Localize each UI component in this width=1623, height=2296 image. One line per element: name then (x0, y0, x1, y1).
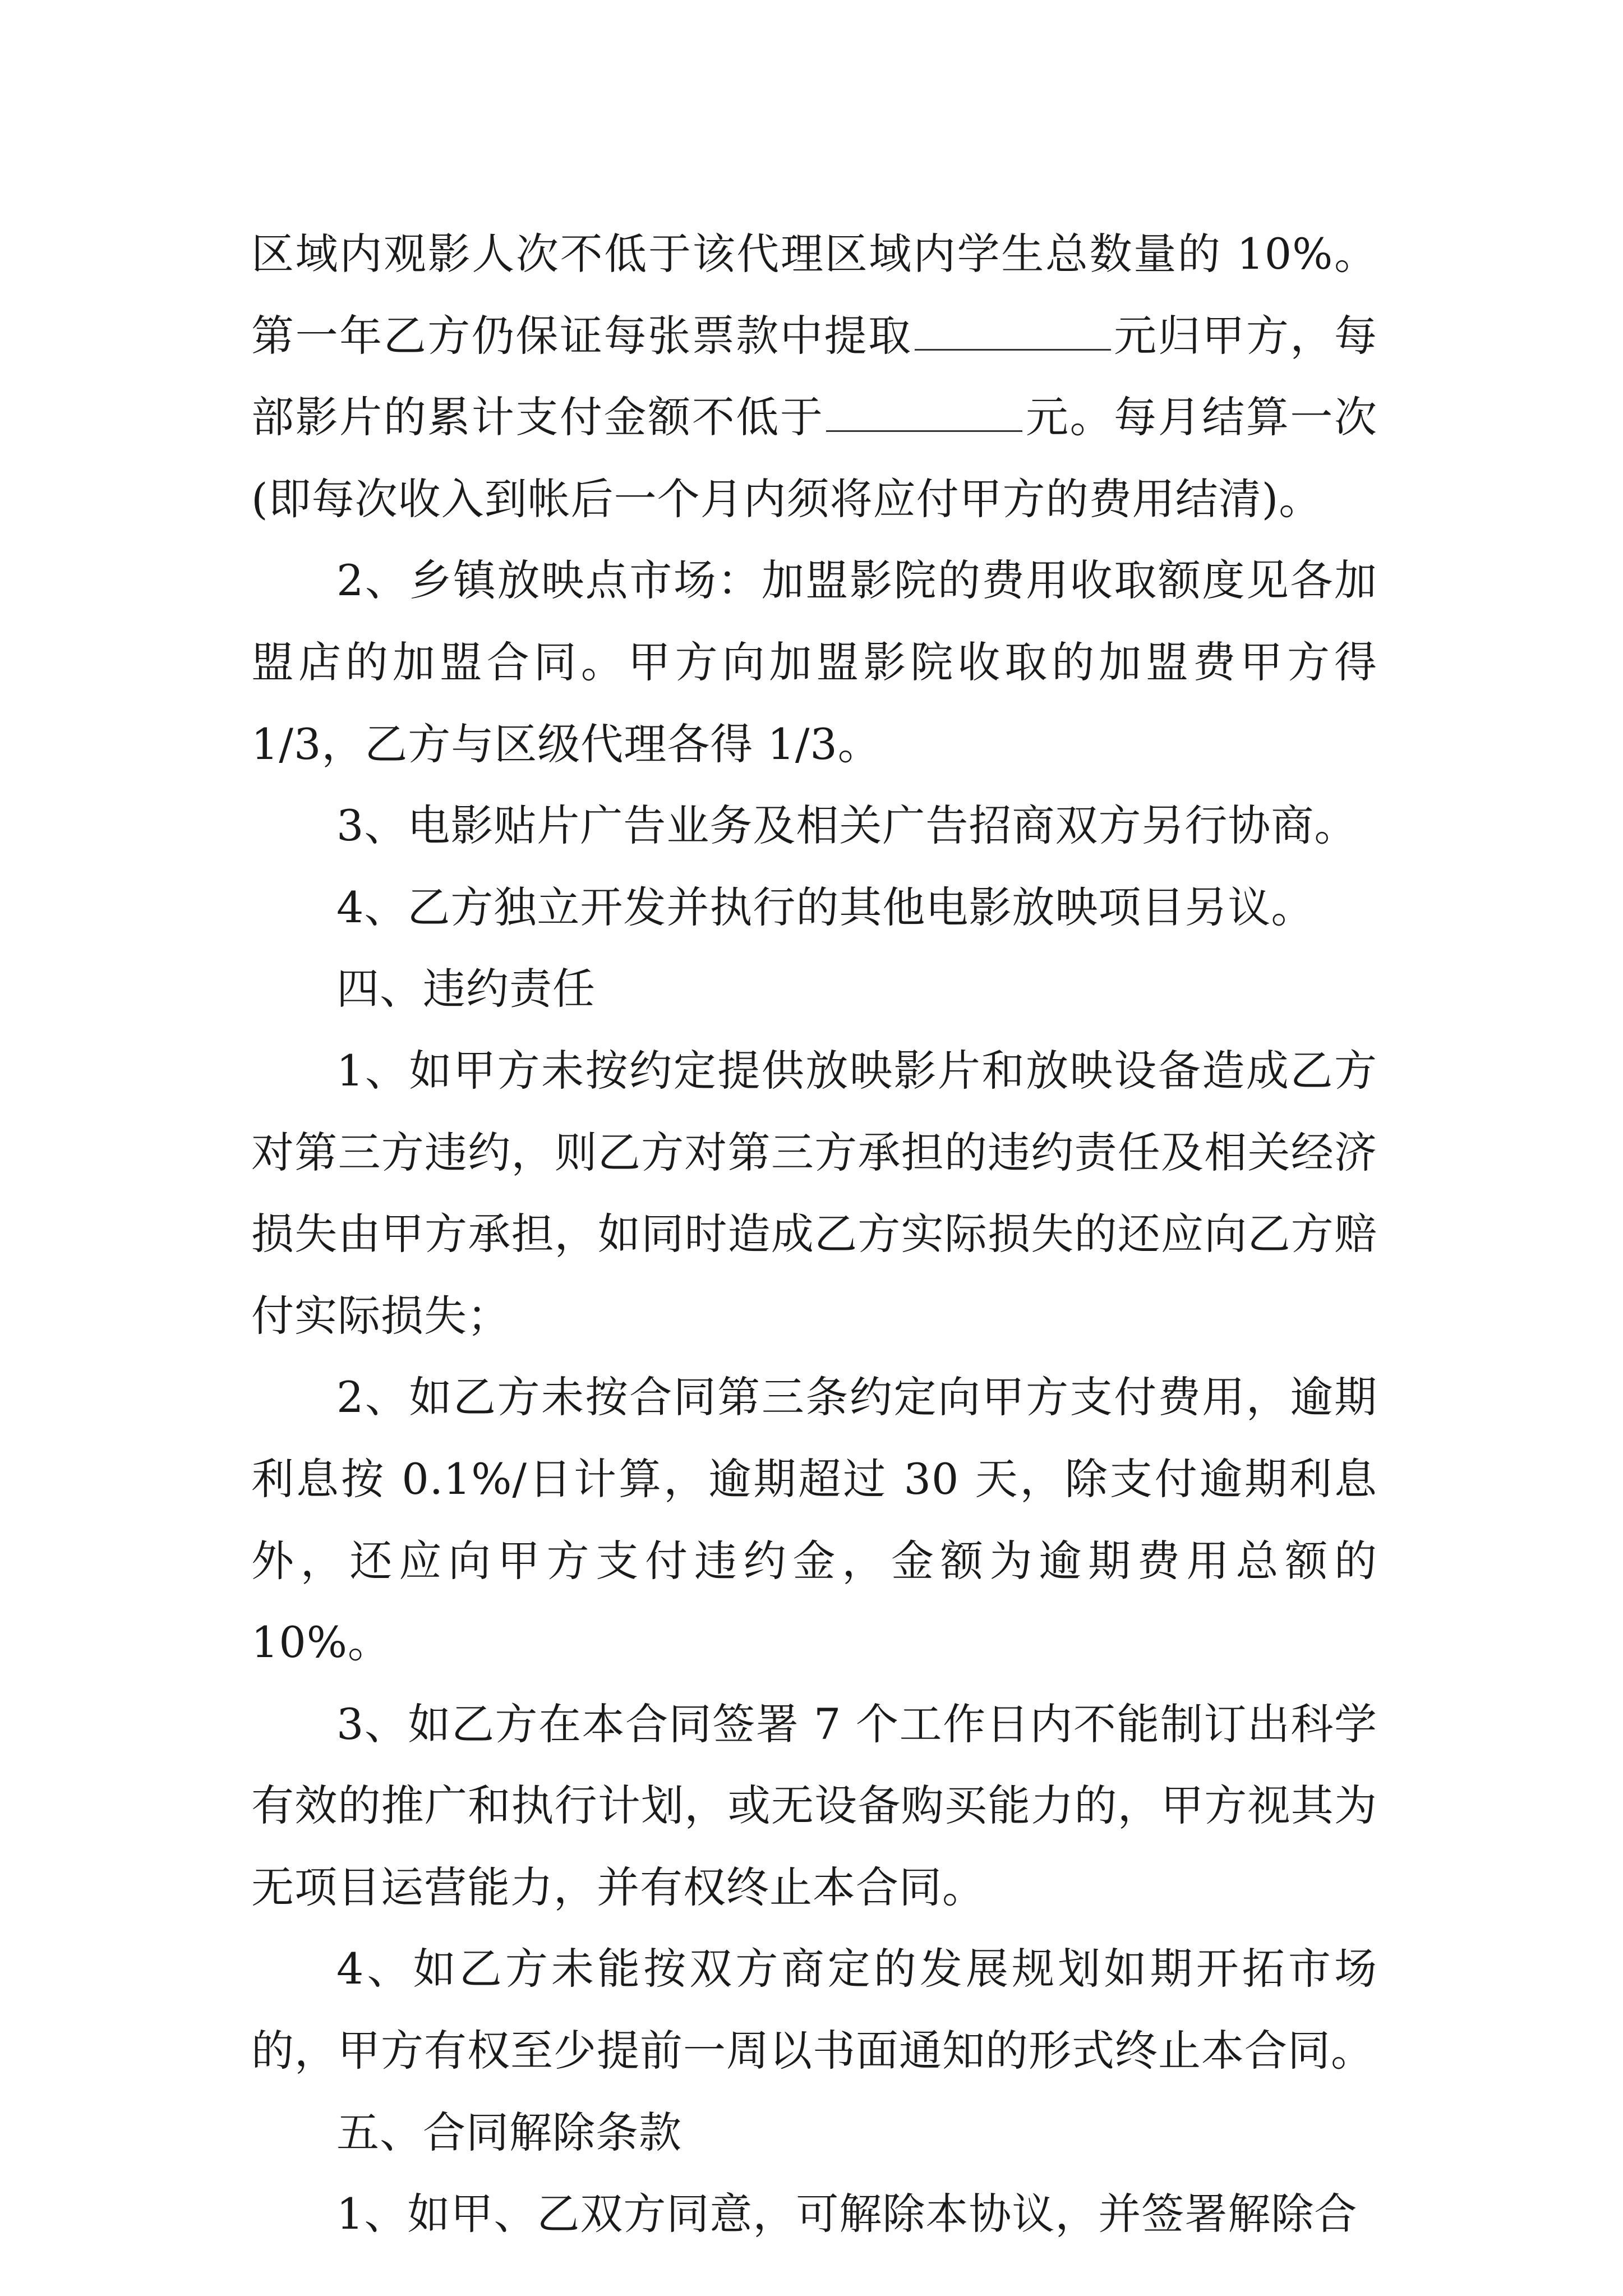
paragraph-termination-mutual: 1、如甲、乙双方同意，可解除本协议，并签署解除合 (336, 2189, 1358, 2239)
section-heading-termination: 五、合同解除条款 (336, 2107, 682, 2157)
amount-blank-per-ticket[interactable] (915, 313, 1111, 351)
paragraph-settlement-terms (251, 213, 1377, 540)
paragraph-breach-market: 4、如乙方未能按双方商定的发展规划如期开拓市场的，甲方有权至少提前一周以书面通知的形式终止本合同。 (251, 1944, 1377, 2076)
contract-body (251, 213, 1377, 2255)
settlement-text-part-2: 元归甲方，每部影片的累计支付金额不低于 (251, 310, 1378, 443)
paragraph-breach-late-payment: 2、如乙方未按合同第三条约定向甲方支付费用，逾期利息按 0.1%/日计算，逾期超过 30 天，除支付逾期利息外，还应向甲方支付违约金，金额为逾期费用总额的 10%。 (251, 1372, 1377, 1668)
amount-blank-per-film[interactable] (826, 394, 1022, 432)
section-heading-breach: 四、违约责任 (336, 964, 596, 1014)
paragraph-advertising: 3、电影贴片广告业务及相关广告招商双方另行协商。 (336, 800, 1358, 851)
settlement-text-part-3: 元。每月结算一次(即每次收入到帐后一个月内须将应付甲方的费用结清)。 (251, 392, 1378, 524)
paragraph-breach-plan: 3、如乙方在本合同签署 7 个工作日内不能制订出科学有效的推广和执行计划，或无设备购买能力的，甲方视其为无项目运营能力，并有权终止本合同。 (251, 1699, 1377, 1912)
settlement-text-part-1: 区域内观影人次不低于该代理区域内学生总数量的 10%。第一年乙方仍保证每张票款中提取 (251, 229, 1377, 361)
paragraph-other-projects: 4、乙方独立开发并执行的其他电影放映项目另议。 (336, 882, 1315, 932)
paragraph-township-market: 2、乡镇放映点市场：加盟影院的费用收取额度见各加盟店的加盟合同。甲方向加盟影院收取的加盟费甲方得 1/3，乙方与区级代理各得 1/3。 (251, 555, 1377, 769)
paragraph-breach-party-a: 1、如甲方未按约定提供放映影片和放映设备造成乙方对第三方违约，则乙方对第三方承担的违约责任及相关经济损失由甲方承担，如同时造成乙方实际损失的还应向乙方赔付实际损失； (251, 1045, 1377, 1341)
